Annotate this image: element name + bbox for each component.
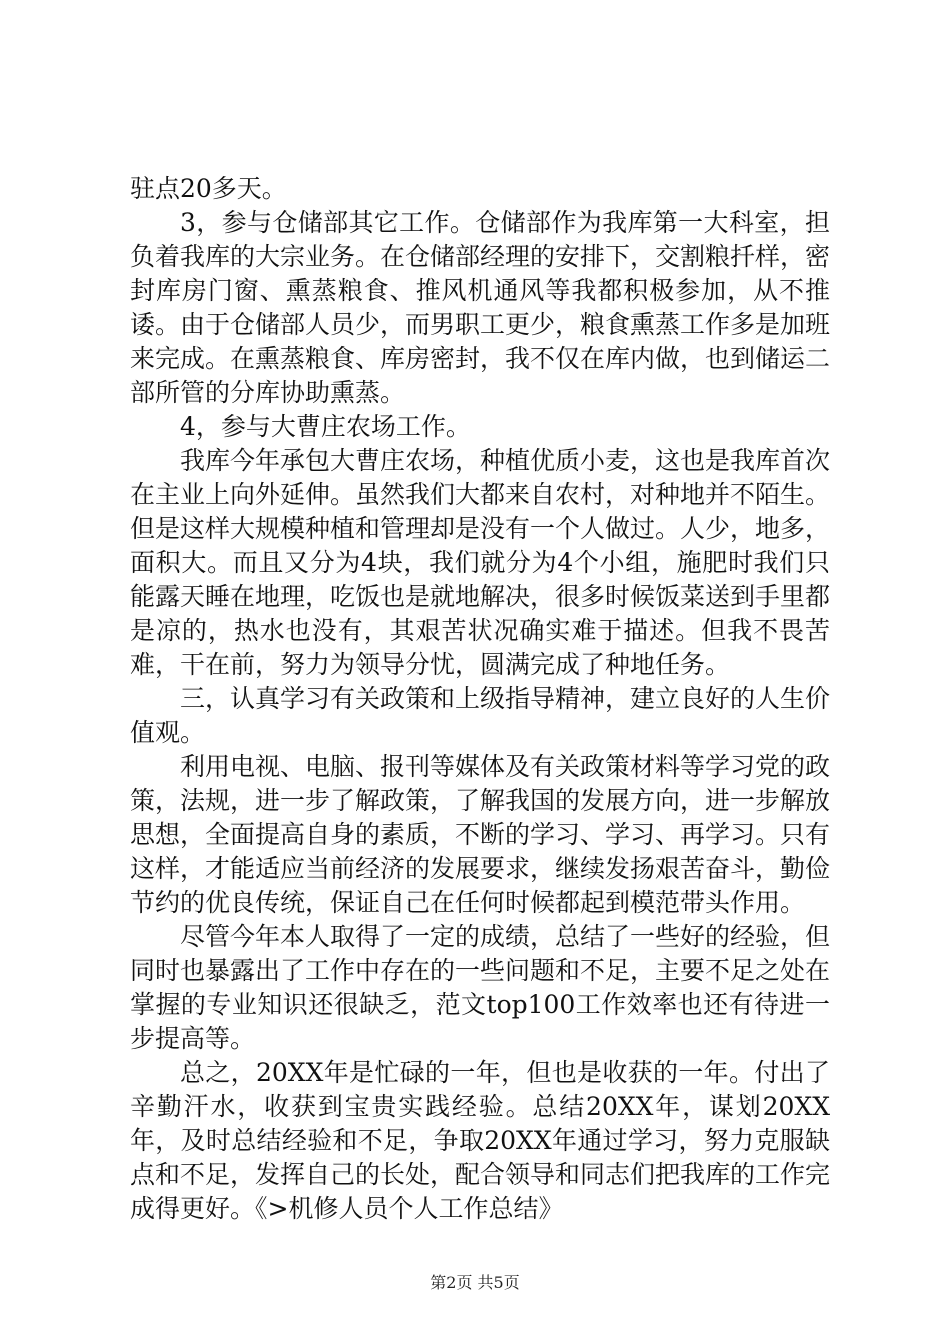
paragraph-8: 总之，20XX年是忙碌的一年，但也是收获的一年。付出了辛勤汗水，收获到宝贵实践经验。总结20XX年，谋划20XX年，及时总结经验和不足，争取20XX年通过学习，努力克服缺点和不足，发挥自己的长处，配合领导和同志们把我库的工作完成得更好。《>机修人员个人工作总结》 bbox=[130, 1058, 831, 1223]
paragraph-6: 利用电视、电脑、报刊等媒体及有关政策材料等学习党的政策，法规，进一步了解政策，了解我国的发展方向，进一步解放思想，全面提高自身的素质，不断的学习、学习、再学习。只有这样，才能适应当前经济的发展要求，继续发扬艰苦奋斗，勤俭节约的优良传统，保证自己在任何时候都起到模范带头作用。 bbox=[130, 752, 831, 917]
page-number-footer: 第2页 共5页 bbox=[430, 1273, 520, 1292]
paragraph-5: 三，认真学习有关政策和上级指导精神，建立良好的人生价值观。 bbox=[130, 684, 831, 747]
paragraph-4: 我库今年承包大曹庄农场，种植优质小麦，这也是我库首次在主业上向外延伸。虽然我们大都来自农村，对种地并不陌生。但是这样大规模种植和管理却是没有一个人做过。人少，地多，面积大。而且又分为4块，我们就分为4个小组，施肥时我们只能露天睡在地理，吃饭也是就地解决，很多时候饭菜送到手里都是凉的，热水也没有，其艰苦状况确实难于描述。但我不畏苦难，干在前，努力为领导分忧，圆满完成了种地任务。 bbox=[130, 446, 831, 679]
document-body bbox=[130, 172, 830, 1226]
paragraph-3: 4，参与大曹庄农场工作。 bbox=[180, 412, 471, 441]
paragraph-1: 驻点20多天。 bbox=[130, 174, 287, 203]
paragraph-2: 3，参与仓储部其它工作。仓储部作为我库第一大科室，担负着我库的大宗业务。在仓储部经理的安排下，交割粮扦样，密封库房门窗、熏蒸粮食、推风机通风等我都积极参加，从不推诿。由于仓储部人员少，而男职工更少，粮食熏蒸工作多是加班来完成。在熏蒸粮食、库房密封，我不仅在库内做，也到储运二部所管的分库协助熏蒸。 bbox=[130, 208, 831, 407]
paragraph-7: 尽管今年本人取得了一定的成绩，总结了一些好的经验，但同时也暴露出了工作中存在的一些问题和不足，主要不足之处在掌握的专业知识还很缺乏，范文top100工作效率也还有待进一步提高等。 bbox=[130, 922, 831, 1053]
